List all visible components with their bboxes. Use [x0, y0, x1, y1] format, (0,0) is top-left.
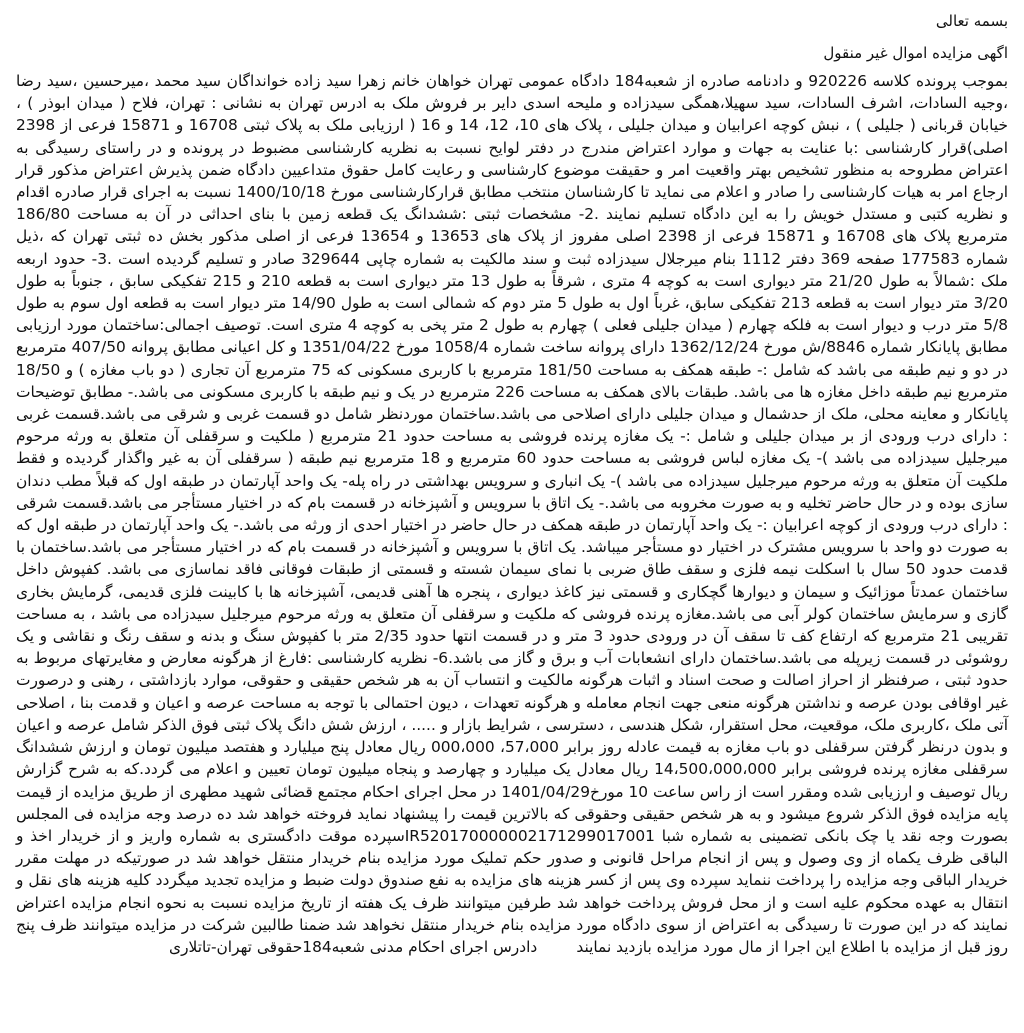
notice-signature: دادرس اجرای احکام مدنی شعبه184حقوقی تهران-تاتلاری	[169, 937, 538, 956]
invocation-heading: بسمه تعالی	[935, 12, 1008, 30]
notice-body	[16, 70, 1008, 958]
notice-body-paragraph: بموجب پرونده کلاسه 920226 و دادنامه صادره از شعبه184 دادگاه عمومی تهران خواهان خانم زهرا سید زاده خوانداگان سید محمد ،میرحسین ،سید رضا ،وجیه السادات، اشرف السادات، سید سهیلا،همگی سیدزاده و ملیحه اسدی دایر بر فروش ملک به ادرس تهران به نشانی : تهران، فلاح ( میدان ابوذر ) ، خیابان قربانی ( جلیلی ) ، نبش کوچه اعرابیان و میدان جلیلی ، پلاک های 10، 12، 14 و 16 ( ارزیابی ملک به پلاک ثبتی 16708 و 15871 فرعی از 2398 اصلی)قرار کارشناسی :با عنایت به جهات و موارد اعتراض مندرج در دفتر لوایح نسبت به نظریه کارشناسی مضبوط در پرونده و در راستای رسیدگی به اعتراض مطروحه به منظور تشخیص بهتر واقعیت امر و حقیقت موضوع کارشناسی و رعایت کامل حقوق متداعیین دادگاه ضمن پذیرش اعتراض مذکور قرار ارجاع امر به هیات کارشناسی را صادر و اعلام می نماید تا کارشناسان منتخب مطابق قرارکارشناسی مورخ 1400/10/18 نسبت به اجرای قرار صادره اقدام و نظریه کتبی و مستدل خویش را به این دادگاه تسلیم نمایند .2- مشخصات ثبتی :ششدانگ یک قطعه زمین با بنای احداثی در آن به مساحت 186/80 مترمربع پلاک های 16708 و 15871 فرعی از 2398 اصلی مفروز از پلاک های 13653 و 13654 فرعی از اصلی مذکور بخش ده ثبتی تهران که ،ذیل شماره 177583 صفحه 369 دفتر 1112 بنام میرجلال سیدزاده ثبت و سند مالکیت به شماره چاپی 329644 صادر و تسلیم گردیده است .3- حدود اربعه ملک :شمالاً به طول 21/20 متر دیواری است به کوچه 4 متری ، شرقاً به طول 13 متر دیواری است به قطعه 210 و 215 تفکیکی سابق ، جنوباً به طول 3/20 متر دیوار است به قطعه 213 تفکیکی سابق، غرباً اول به طول 5 متر دوم که شمالی است به طول 14/90 متر دیوار است به قطعه اول سوم به طول 5/8 متر درب و دیوار است به فلکه چهارم ( میدان جلیلی فعلی ) چهارم به طول 2 متر پخی به کوچه 4 متری است. توصیف اجمالی:ساختمان مورد ارزیابی مطابق پایانکار شماره 8846/ش مورخ 1362/12/24 دارای پروانه ساخت شماره 1058/4 مورخ 1351/04/22 و کل اعیانی مطابق پروانه 407/50 مترمربع در دو و نیم طبقه می باشد که شامل :- طبقه همکف به مساحت 181/50 مترمربع با کاربری مسکونی که 75 مترمربع آن تجاری ( دو باب مغازه ) و 18/50 مترمربع نیم طبقه داخل مغازه ها می باشد. طبقات بالای همکف به مساحت 226 مترمربع در یک و نیم طبقه با کاربری مسکونی می باشد.- مطابق توضیحات پایانکار و معاینه محلی، ملک از حدشمال و میدان جلیلی دارای اصلاحی می باشد.ساختمان موردنظر شامل دو قسمت غربی و شرقی می باشد.قسمت غربی : دارای درب ورودی از بر میدان جلیلی و شامل :- یک مغازه پرنده فروشی به مساحت حدود 21 مترمربع ( ملکیت و سرقفلی آن متعلق به ورثه مرحوم میرجلیل سیدزاده می باشد )- یک مغازه لباس فروشی به مساحت حدود 60 مترمربع و 18 مترمربع نیم طبقه ( سرقفلی آن به غیر واگذار گردیده و فقط ملکیت آن متعلق به ورثه مرحوم میرجلیل سیدزاده می باشد )- یک انباری و سرویس بهداشتی در راه پله- یک واحد آپارتمان در طبقه اول که قبلاً مطب دندان سازی بوده و در حال حاضر تخلیه و به صورت مخروبه می باشد.- یک اتاق با سرویس و آشپزخانه در قسمت بام که در اختیار مستأجر می باشد.قسمت شرقی : دارای درب ورودی از کوچه اعرابیان :- یک واحد آپارتمان در طبقه همکف در حال حاضر در اختیار احدی از ورثه می باشد.- یک واحد آپارتمان در طبقه اول که به صورت دو واحد با سرویس مشترک در اختیار دو مستأجر میباشد. یک اتاق با سرویس و آشپزخانه در قسمت بام که در اختیار مستأجر می باشد.ساختمان با قدمت حدود 50 سال با اسکلت نیمه فلزی و سقف طاق ضربی با نمای سیمان شسته و قسمتی از طبقات فوقانی فاقد نماسازی می باشد. کفپوش داخل ساختمان عمدتاً موزائیک و سیمان و دیوارها گچکاری و قسمتی نیز کاغذ دیواری ، پنجره ها آهنی قدیمی، آشپزخانه ها با کابینت فلزی قدیمی، گرمایش بخاری گازی و سرمایش ساختمان کولر آبی می باشد.مغازه پرنده فروشی که ملکیت و سرقفلی آن متعلق به ورثه مرحوم میرجلیل سیدزاده می باشد ، به مساحت تقریبی 21 مترمربع که ارتفاع کف تا سقف آن در ورودی حدود 3 متر و در قسمت انتها حدود 2/35 متر با کفپوش سنگ و بدنه و سقف رنگ و نقاشی و یک روشوئی در قسمت زیرپله می باشد.ساختمان دارای انشعابات آب و برق و گاز می باشد.6- نظریه کارشناسی :فارغ از هرگونه معارض و مغایرتهای مربوط به حدود ثبتی ، صرفنظر از احراز اصالت و صحت اسناد و اثبات هرگونه مالکیت و انتساب آن به هر شخص حقیقی و حقوقی، موارد بازداشتی ، رهنی و درصورت غیر اوقافی بودن عرصه و نداشتن هرگونه منعی جهت انجام معامله و هرگونه تعهدات ، دیون احتمالی با توجه به مساحت عرصه و اعیان و قدمت بنا ، اصلاحی آتی ملک ،کاربری ملک، موقعیت، محل استقرار، شکل هندسی ، دسترسی ، شرایط بازار و ..... ، ارزش شش دانگ پلاک ثبتی فوق الذکر شامل عرصه و اعیان و بدون درنظر گرفتن سرقفلی دو باب مغازه به قیمت عادله روز برابر 57،000، 000،000 ریال معادل پنج میلیارد و هفتصد میلیون تومان و ارزش ششدانگ سرقفلی مغازه پرنده فروشی برابر 14،500،000،000 ریال معادل یک میلیارد و چهارصد و پنجاه میلیون تومان تعیین و اعلام می گردد.که به شرح گزارش ریال توصیف و ارزیابی شده ومقرر است از راس ساعت 10 مورخ1401/04/29 در محل اجرای احکام مجتمع قضائی شهید مطهری از طریق مزایده از قیمت پایه مزایده فوق الذکر شروع میشود و به هر شخص حقیقی وحقوقی که بالاترین قیمت را پیشنهاد نماید فروخته خواهد شد ده درصد وجه مزایده فی المجلس بصورت وجه نقد یا چک بانکی تضمینی به شماره شبا IR520170000002171299017001سپرده موقت دادگستری به شماره واریز و از خریدار اخذ و الباقی ظرف یکماه از وی وصول و پس از انجام مراحل قانونی و صدور حکم تملیک مورد مزایده بنام خریدار منتقل خواهد شد در صورتیکه در مهلت مقرر خریدار الباقی وجه مزایده را پرداخت ننماید سپرده وی پس از کسر هزینه های مزایده به نفع صندوق دولت ضبط و مزایده تجدید میگردد کلیه هزینه های نقل و انتقال به عهده محکوم علیه است و از محل فروش پرداخت خواهد شد طرفین میتوانند ظرف یک هفته از تاریخ مزایده نسبت به نحوه انجام مزایده اعتراض نمایند که در این صورت تا رسیدگی به اعتراض از سوی دادگاه مورد مزایده بنام خریدار منتقل نخواهد شد ضمنا طالبین شرکت در مزایده میتوانند ظرف پنج روز قبل از مزایده با اطلاع این اجرا از مال مورد مزایده بازدید نمایند	[16, 72, 1009, 956]
notice-title: اگهی مزایده اموال غیر منقول	[823, 44, 1008, 62]
